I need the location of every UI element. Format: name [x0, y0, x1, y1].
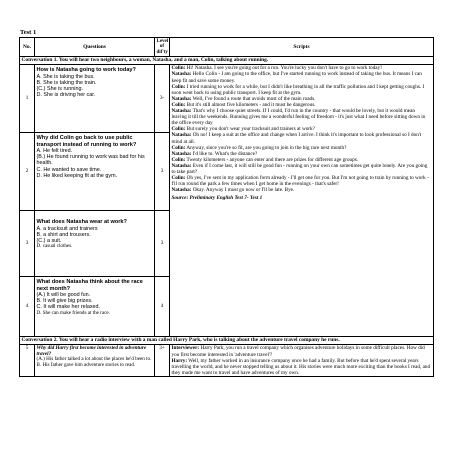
script-line: Natasha: Okay. Anyway I must go now or I'll be late. Bye. [171, 187, 295, 194]
header-row [20, 38, 434, 57]
question-cell [35, 64, 155, 132]
question-level: 3 [155, 210, 170, 276]
script-line: Colin: Hi! Natasha. I see you're going out for a run. You're lucky you don't have to go to work today! [171, 65, 382, 72]
header-level: Level of dif'ty [156, 38, 169, 55]
question-table [19, 37, 434, 377]
question-text: Why did Colin go back to use public transport instead of running to work? [36, 135, 137, 148]
option: D. She is driving her car. [36, 92, 96, 99]
question-cell [35, 210, 155, 276]
header-no: No. [20, 38, 35, 57]
question-cell [35, 344, 155, 376]
conversation-1-row [20, 56, 434, 64]
script-line: Natasha: Hello Colin - I am going to the office, but I've started running to work instead of taking the bus. It means I can keep fit and save some money. [171, 71, 422, 84]
conversation-1-heading: Conversation 1. You will hear two neighbours, a woman, Natasha, and a man, Colin, talking about running. [20, 56, 434, 64]
option: C. He wanted to save time. [36, 166, 102, 173]
question-text: Why did Harry first become interested in adventure travel? [36, 345, 147, 358]
test-title: Test 1 [20, 29, 37, 36]
script-line: Natasha: I'd like to. What's the distance? [171, 150, 258, 157]
option: C. It will make her relaxed. [36, 304, 101, 311]
question-level: 3 [155, 132, 170, 210]
conversation-2-heading: Conversation 2. You will hear a radio interview with a man called Harry Park, who is talking about the adventure travel company he runs. [20, 336, 434, 344]
script-line: Colin: Oh yes, I've sent in my application form already - I'll get one for you. But I'm not going to train by running to work - I'll run round the park a few times when I get home in the evenings - that's safer! [171, 175, 429, 188]
question-row [20, 64, 434, 132]
script-line: Colin: But it's still almost five kilometers - and it must be dangerous. [171, 101, 316, 108]
script-line: Colin: But surely you don't wear your tracksuit and trainers at work? [171, 126, 315, 133]
question-number: 3 [20, 210, 35, 276]
script-line: Colin: I tried running to work for a while, but I didn't like breathing in all the traffic pollution and I kept getting coughs. I soon went back to using public transport. I keep fit at the gym. [171, 83, 425, 96]
option: D. casual clothes. [36, 243, 73, 250]
question-text: What does Natasha wear at work? [36, 219, 127, 226]
question-cell [35, 276, 155, 336]
option: A. She is taking the bus. [36, 73, 95, 80]
question-level: 4 [155, 276, 170, 336]
option: (B.) He found running to work was bad for his health. [36, 154, 145, 167]
script-line: Natasha: Even if I come last, it will still be good fun - running on your own can sometimes get quite lonely. Are you going to take part? [171, 162, 428, 175]
script-line: Colin: Twenty kilometers - anyone can enter and there are prizes for different age groups. [171, 156, 359, 163]
question-row [20, 344, 434, 376]
option: D. He liked keeping fit at the gym. [36, 172, 118, 179]
option: (A.) It will be good fun. [36, 291, 91, 298]
script-line: Colin: Anyway, since you're so fit, are you going to join in the big race next month? [171, 144, 347, 151]
question-number: 4 [20, 276, 35, 336]
scripts-cell-conversation-2 [170, 344, 434, 376]
script-line: Natasha: Oh no! I keep a suit at the office and change when I arrive. I think it's important to look professional so I don't mind at all. [171, 132, 422, 145]
question-number: 5 [20, 344, 35, 376]
question-level: 3+ [155, 344, 170, 376]
header-scripts: Scripts [170, 38, 434, 57]
question-cell [35, 132, 155, 210]
option: D. She can make friends at the race. [36, 309, 110, 316]
script-line: Natasha: Well, I've found a route that avoids most of the main roads. [171, 95, 316, 102]
script-line: Harry: Well, my father worked in an insurance company once he had a family. But before that he'd spent several years travelling the world, and he never stopped telling us about it. His stories were much more exciting than the books I read, and they made me want to travel and have adventures of my own. [171, 357, 431, 376]
question-number: 1 [20, 64, 35, 132]
option: A. a tracksuit and trainers [36, 225, 98, 232]
option: A. He felt tired. [36, 147, 73, 154]
option: B. It will give big prizes. [36, 298, 93, 305]
option: (C.) She is running. [36, 86, 83, 93]
header-questions: Questions [35, 38, 155, 57]
scripts-cell-conversation-1 [170, 64, 434, 336]
conversation-2-row [20, 336, 434, 344]
option: B. a shirt and trousers. [36, 231, 91, 238]
option: (A.) His father talked a lot about the places he'd been to. [36, 356, 152, 363]
question-text: How is Natasha going to work today? [36, 67, 136, 74]
option: (C.) a suit. [36, 238, 62, 245]
option: B. His father gave him adventure stories to read. [36, 362, 136, 369]
script-line: Interviewer: Harry Park, you run a travel company which organises adventure holidays in some difficult places. How did you first become interested in 'adventure travel'? [171, 345, 425, 358]
question-number: 2 [20, 132, 35, 210]
script-source: Source: Preliminary English Test 7- Test 1 [171, 195, 263, 202]
question-level: 3- [155, 64, 170, 132]
option: B. She is taking the train. [36, 79, 97, 86]
question-text: What does Natasha think about the race next month? [36, 279, 143, 292]
script-line: Natasha: That's why I choose quiet streets. If I could, I'd run in the country - that would be lovely, but it would mean leaving it till the weekends. Running gives me a wonderful feeling of freedom - it's just what I need before sitting down in the office every day [171, 108, 426, 127]
